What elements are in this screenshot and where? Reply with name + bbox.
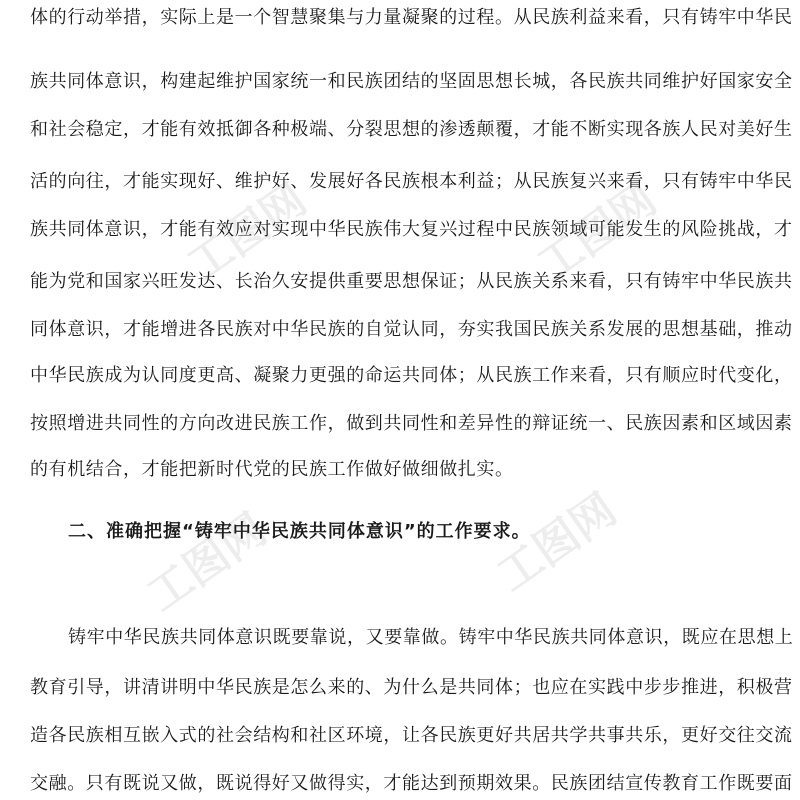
svg-text:工图网: 工图网 [178,173,316,292]
paragraph-line: 中华民族成为认同度更高、凝聚力更强的命运共同体；从民族工作来看，只有顺应时代变化， [30,365,793,386]
paragraph-line: 按照增进共同性的方向改进民族工作，做到共同性和差异性的辩证统一、民族因素和区域因素 [30,413,793,434]
paragraph-line: 铸牢中华民族共同体意识既要靠说，又要靠做。铸牢中华民族共同体意识，既应在思想上 [68,627,794,648]
paragraph-line: 和社会稳定，才能有效抵御各种极端、分裂思想的渗透颠覆，才能不断实现各族人民对美好生 [30,119,793,140]
paragraph-line: 能为党和国家兴旺发达、长治久安提供重要思想保证；从民族关系来看，只有铸牢中华民族共 [30,271,793,292]
svg-text:工图网: 工图网 [528,173,666,292]
paragraph-line: 同体意识，才能增进各民族对中华民族的自觉认同，夯实我国民族关系发展的思想基础，推动 [30,319,793,340]
watermark-logo [122,481,299,638]
paragraph-line: 体的行动举措，实际上是一个智慧聚集与力量凝聚的过程。从民族利益来看，只有铸牢中华民 [30,7,793,28]
paragraph-line: 族共同体意识，构建起维护国家统一和民族团结的坚固思想长城，各民族共同维护好国家安全 [30,71,793,92]
paragraph-line: 族共同体意识，才能有效应对实现中华民族伟大复兴过程中民族领域可能发生的风险挑战，才 [30,219,793,240]
paragraph-line: 教育引导，讲清讲明中华民族是怎么来的、为什么是共同体；也应在实践中步步推进，积极营 [30,677,793,698]
paragraph-line: 造各民族相互嵌入式的社会结构和社区环境，让各民族更好共居共学共事共乐，更好交往交流 [30,725,793,746]
svg-text:工图网: 工图网 [488,483,626,602]
paragraph-line: 活的向往，才能实现好、维护好、发展好各民族根本利益；从民族复兴来看，只有铸牢中华民 [30,171,793,192]
paragraph-line: 的有机结合，才能把新时代党的民族工作做好做细做扎实。 [30,459,514,480]
paragraph-line: 交融。只有既说又做，既说得好又做得实，才能达到预期效果。民族团结宣传教育工作既要面 [30,773,793,794]
svg-text:工图网: 工图网 [138,503,276,622]
section-heading: 二、准确把握“铸牢中华民族共同体意识”的工作要求。 [68,521,531,542]
